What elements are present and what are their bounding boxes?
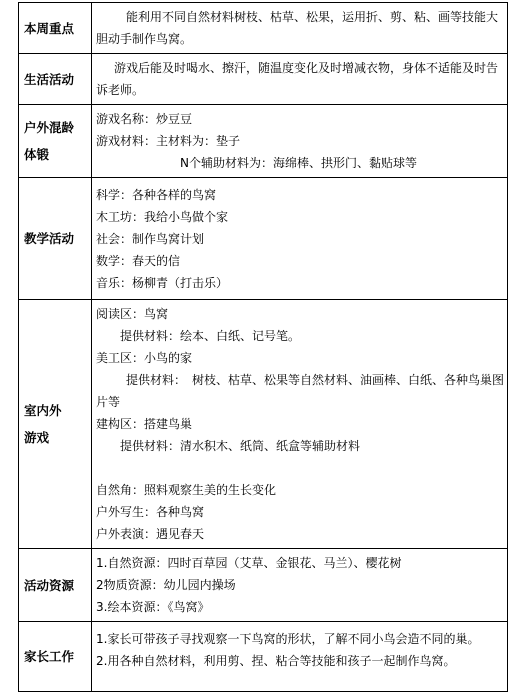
resources-line: 2物质资源：幼儿园内操场: [96, 578, 236, 592]
games-line: 提供材料： 树枝、枯草、松果等自然材料、油画棒、白纸、各种鸟巢图片等: [96, 373, 505, 409]
row-content-resources: [92, 549, 508, 622]
row-label-teaching: 教学活动: [19, 178, 92, 300]
row-label-daily-life: 生活活动: [19, 54, 92, 105]
outdoor-exercise-line: 游戏材料：主材料为：垫子: [96, 134, 241, 148]
row-label-outdoor-exercise-line-1: 户外混龄: [24, 120, 75, 135]
games-line: 户外写生：各种鸟窝: [96, 505, 205, 519]
weekly-plan-table: [18, 2, 508, 692]
row-label-outdoor-exercise: [19, 105, 92, 178]
games-line: 阅读区：鸟窝: [96, 307, 169, 321]
row-content-weekly-focus: [92, 3, 508, 54]
games-line: 自然角：照料观察生美的生长变化: [96, 483, 277, 497]
teaching-line: 科学：各种各样的鸟窝: [96, 187, 217, 202]
games-line: 户外表演：遇见春天: [96, 527, 205, 541]
table-row-outdoor-exercise: [19, 105, 508, 178]
resources-line: 3.绘本资源：《鸟窝》: [96, 600, 210, 614]
weekly-focus-text: 能利用不同自然材料树枝、枯草、松果，运用折、剪、粘、画等技能大胆动手制作鸟窝。: [96, 10, 499, 46]
table-row-weekly-focus: [19, 3, 508, 54]
teaching-line: 社会：制作鸟窝计划: [96, 231, 205, 246]
teaching-line: 音乐：杨柳青（打击乐）: [96, 275, 229, 290]
row-content-parents: [92, 622, 508, 692]
row-content-games: [92, 300, 508, 549]
parents-line: 1.家长可带孩子寻找观察一下鸟窝的形状，了解不同小鸟会造不同的巢。: [96, 632, 480, 646]
row-label-games-line-1: 室内外: [24, 403, 62, 418]
row-label-games: [19, 300, 92, 549]
table-row-games: [19, 300, 508, 549]
games-line: 提供材料：清水积木、纸筒、纸盒等辅助材料: [120, 439, 361, 453]
row-content-teaching: [92, 178, 508, 300]
daily-life-text: 游戏后能及时喝水、擦汗，随温度变化及时增减衣物，身体不适能及时告诉老师。: [96, 61, 499, 97]
outdoor-exercise-line: N个辅助材料为：海绵棒、拱形门、黏贴球等: [180, 156, 417, 170]
games-blank-line: [96, 457, 504, 479]
parents-line: 2.用各种自然材料，利用剪、捏、粘合等技能和孩子一起制作鸟窝。: [96, 654, 456, 668]
row-label-outdoor-exercise-line-2: 体锻: [24, 147, 50, 162]
teaching-line: 数学：春天的信: [96, 253, 181, 268]
resources-line: 1.自然资源：四时百草园（艾草、金银花、马兰）、樱花树: [96, 556, 402, 570]
row-label-weekly-focus: 本周重点: [19, 3, 92, 54]
row-label-resources: 活动资源: [19, 549, 92, 622]
outdoor-exercise-line: 游戏名称：炒豆豆: [96, 112, 193, 126]
table-row-parents: [19, 622, 508, 692]
teaching-line: 木工坊：我给小鸟做个家: [96, 209, 229, 224]
table-row-teaching: [19, 178, 508, 300]
row-content-daily-life: [92, 54, 508, 105]
games-line: 美工区：小鸟的家: [96, 351, 193, 365]
games-line: 提供材料：绘本、白纸、记号笔。: [120, 329, 301, 343]
games-line: 建构区：搭建鸟巢: [96, 417, 193, 431]
row-label-games-line-2: 游戏: [24, 430, 50, 445]
table-row-daily-life: [19, 54, 508, 105]
table-row-resources: [19, 549, 508, 622]
row-content-outdoor-exercise: [92, 105, 508, 178]
row-label-parents: 家长工作: [19, 622, 92, 692]
